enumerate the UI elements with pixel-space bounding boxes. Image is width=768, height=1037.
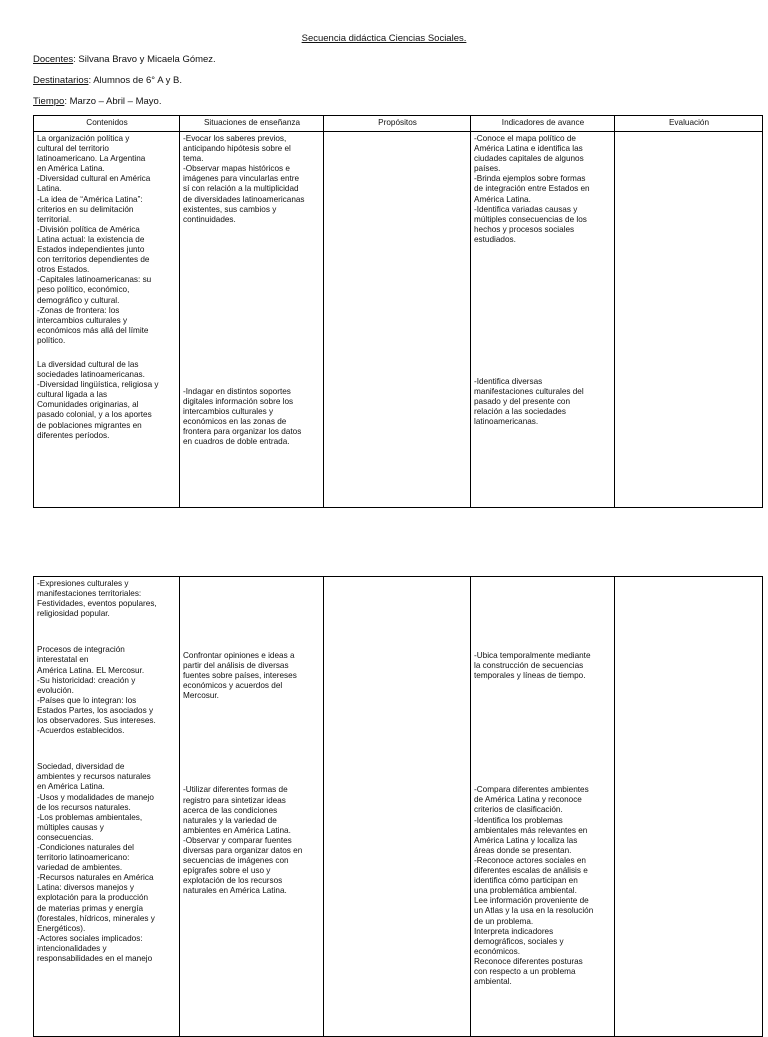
indicadores-compara-ambientes: -Compara diferentes ambientes de América Latina y reconoce criterios de clasificación. -Identifica los problemas ambientales más relevantes en América Latina y localiza las áreas donde se presentan. -Reconoce actores sociales en diferentes escalas de análisis e identifica cómo participan en una problemática ambiental. Lee información proveniente de un Atlas y la usa en la resolución de un problema. Interpreta indicadores demográficos, sociales y económicos. Reconoce diferentes posturas con respecto a un problema ambiental. [474, 785, 594, 987]
situaciones-evocar-saberes: -Evocar los saberes previos, anticipando hipótesis sobre el tema. -Observar mapas históricos e imágenes para vincularlas entre sí con relación a la multiplicidad de diversidades latinoamericanas existentes, sus cambios y continuidades. [183, 134, 305, 224]
contenidos-cell [34, 577, 180, 1037]
destinatarios-value: Alumnos de 6° A y B. [91, 75, 183, 86]
indicadores-manifestaciones: -Identifica diversas manifestaciones culturales del pasado y del presente con relación a las sociedades latinoamericanas. [474, 377, 584, 427]
header-indicadores: Indicadores de avance [471, 116, 615, 132]
situaciones-indagar-soportes: -Indagar en distintos soportes digitales información sobre los intercambios culturales y económicos en las zonas de frontera para organizar los datos en cuadros de doble entrada. [183, 386, 302, 447]
situaciones-utilizar-registro: -Utilizar diferentes formas de registro para sintetizar ideas acerca de las condiciones naturales y la variedad de ambientes en América Latina. -Observar y comparar fuentes diversas para organizar datos en secuencias de imágenes con epígrafes sobre el uso y explotación de los recursos naturales en América Latina. [183, 785, 303, 896]
contenidos-diversidad-cultural: La diversidad cultural de las sociedades latinoamericanas. -Diversidad lingüística, religiosa y cultural ligada a las Comunidades originarias, al pasado colonial, y a los aportes de poblaciones migrantes en diferentes períodos. [37, 359, 159, 440]
contenidos-procesos-integracion: Procesos de integración interestatal en América Latina. EL Mercosur. -Su historicidad: creación y evolución. -Países que lo integran: los Estados Partes, los asociados y los observadores. Sus intereses. -Acuerdos establecidos. [37, 645, 156, 736]
destinatarios-label: Destinatarios [33, 75, 89, 86]
sequence-table-page-2 [33, 576, 763, 1037]
situaciones-confrontar-opiniones: Confrontar opiniones e ideas a partir del análisis de diversas fuentes sobre países, intereses económicos y acuerdos del Mercosur. [183, 651, 297, 701]
situaciones-cell [180, 577, 324, 1037]
header-evaluacion: Evaluación [615, 116, 763, 132]
table-row [34, 132, 763, 508]
header-propositos: Propósitos [324, 116, 471, 132]
docentes-label: Docentes [33, 54, 74, 65]
indicadores-mapa-politico: -Conoce el mapa político de América Latina e identifica las ciudades capitales de algunos países. -Brinda ejemplos sobre formas de integración entre Estados en América Latina. -Identifica variadas causas y múltiples consecuencias de los hechos y procesos sociales estudiados. [474, 134, 590, 244]
table-row [34, 577, 763, 1037]
docentes-value: Silvana Bravo y Micaela Gómez. [75, 54, 216, 65]
indicadores-ubica-temporalmente: -Ubica temporalmente mediante la construcción de secuencias temporales y líneas de tiempo. [474, 651, 591, 681]
indicadores-cell [471, 577, 615, 1037]
contenidos-expresiones-culturales: -Expresiones culturales y manifestaciones territoriales: Festividades, eventos populares, religiosidad popular. [37, 579, 157, 619]
docentes-line: Docentes: Silvana Bravo y Micaela Gómez. [33, 54, 216, 65]
evaluacion-cell [615, 132, 763, 508]
destinatarios-line: Destinatarios: Alumnos de 6° A y B. [33, 75, 183, 86]
table-header-row [34, 116, 763, 132]
situaciones-cell [180, 132, 324, 508]
tiempo-line [33, 96, 161, 107]
propositos-cell [324, 132, 471, 508]
contenidos-organizacion-politica: La organización política y cultural del territorio latinoamericano. La Argentina en América Latina. -Diversidad cultural en América Latina. -La idea de “América Latina”: criterios en su delimitación territorial. -División política de América Latina actual: la existencia de Estados independientes junto con territorios dependientes de otros Estados. -Capitales latinoamericanas: su peso político, económico, demográfico y cultural. -Zonas de frontera: los intercambios culturales y económicos más allá del límite político. [37, 134, 152, 345]
contenidos-sociedad-ambientes: Sociedad, diversidad de ambientes y recursos naturales en América Latina. -Usos y modalidades de manejo de los recursos naturales. -Los problemas ambientales, múltiples causas y consecuencias. -Condiciones naturales del territorio latinoamericano: variedad de ambientes. -Recursos naturales en América Latina: diversos manejos y explotación para la producción de materias primas y energía (forestales, hídricos, minerales y Energéticos). -Actores sociales implicados: intencionalidades y responsabilidades en el manejo [37, 762, 155, 963]
tiempo-value: : Marzo – Abril – Mayo. [64, 96, 162, 107]
evaluacion-cell [615, 577, 763, 1037]
header-situaciones: Situaciones de enseñanza [180, 116, 324, 132]
contenidos-cell [34, 132, 180, 508]
document-title: Secuencia didáctica Ciencias Sociales. [301, 33, 467, 44]
sequence-table-page-1 [33, 115, 763, 508]
propositos-cell [324, 577, 471, 1037]
tiempo-label: Tiempo [33, 96, 65, 107]
indicadores-cell [471, 132, 615, 508]
header-contenidos: Contenidos [34, 116, 180, 132]
